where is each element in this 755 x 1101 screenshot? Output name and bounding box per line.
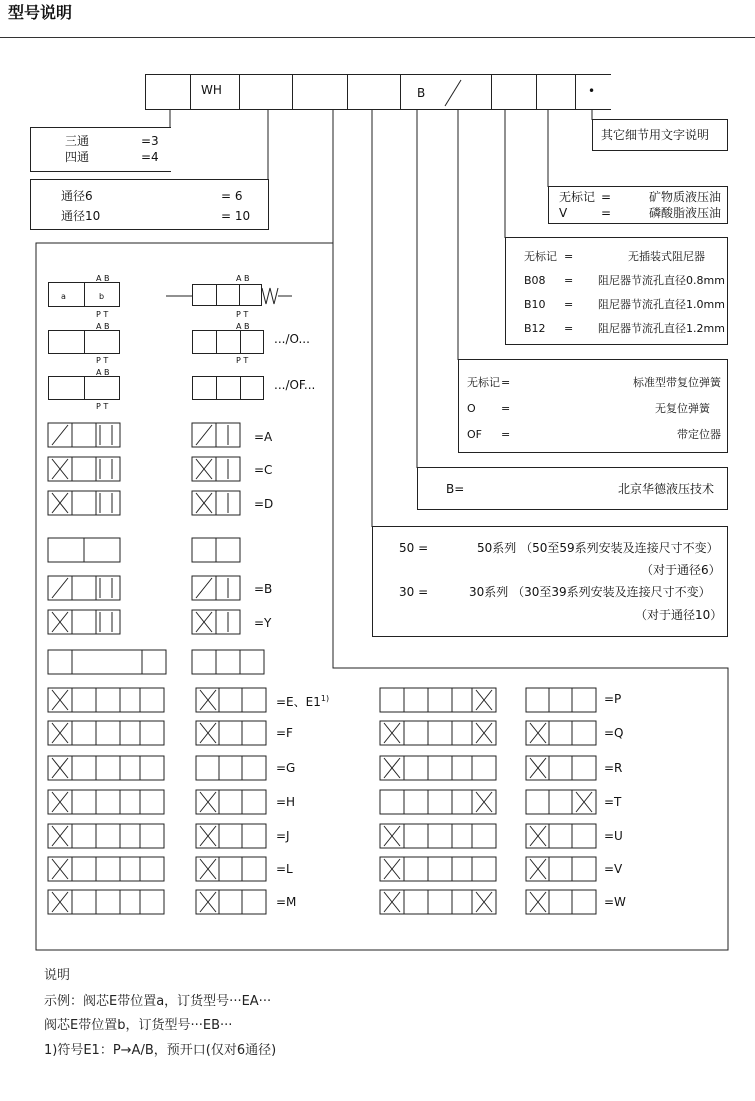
damper-key-2: B10 [524,298,546,311]
damper-val-0: 无插装式阻尼器 [628,250,705,263]
size-10-label: 通径10 [61,209,101,223]
code-t: =T [604,795,622,809]
code-a: =A [254,430,273,444]
code-m: =M [276,895,297,909]
code-b-spool: =B [254,582,273,596]
fluid-eq-1: = [601,206,612,220]
code-r: =R [604,761,623,775]
port-ab-2: A B [236,274,250,283]
code-p: =P [604,692,622,706]
damper-key-1: B08 [524,274,546,287]
series-val-0: 50系列 （50至59系列安装及连接尺寸不变） [477,541,719,555]
damper-eq-0: = [564,250,574,263]
notes-line2: 阀芯E带位置b，订货型号···EB··· [44,1018,233,1033]
damper-key-3: B12 [524,322,546,335]
notes-line1: 示例：阀芯E带位置a，订货型号···EA··· [44,994,272,1009]
code-h: =H [276,795,296,809]
code-c: =C [254,463,273,477]
brand-val: 北京华德液压技术 [618,482,715,496]
page-title: 型号说明 [8,3,73,22]
spring-key-1: O [467,402,476,415]
ways-4-code: =4 [141,150,159,164]
spring-eq-0: = [501,376,511,389]
damper-eq-1: = [564,274,574,287]
series-sub-1: （对于通径10） [635,608,723,622]
fluid-val-0: 矿物质液压油 [649,190,722,204]
port-ab-4: A B [236,322,250,331]
spring-eq-1: = [501,402,511,415]
brand-key: B= [446,482,465,496]
damper-val-2: 阻尼器节流孔直径1.0mm [598,298,725,311]
code-wh: WH [201,83,222,97]
series-val-1: 30系列 （30至39系列安装及连接尺寸不变） [469,585,711,599]
series-key-1: 30 = [399,585,429,599]
port-ab-1: A B [96,274,110,283]
sol-b-1: b [99,292,105,301]
port-ab-3: A B [96,322,110,331]
code-y: =Y [254,616,272,630]
code-j: =J [276,829,290,843]
spring-val-0: 标准型带复位弹簧 [633,376,721,389]
code-g: =G [276,761,296,775]
suffix-of: .../OF... [274,378,316,392]
notes-heading: 说明 [44,968,71,983]
fluid-key-1: V [559,206,568,220]
port-ab-5: A B [96,368,110,377]
spring-val-2: 带定位器 [677,428,721,441]
code-dot: • [588,84,596,98]
code-w: =W [604,895,626,909]
code-v: =V [604,862,623,876]
notes-line3: 1)符号E1：P→A/B，预开口(仅对6通径) [44,1043,277,1058]
code-e-e1 [276,692,329,709]
damper-val-1: 阻尼器节流孔直径0.8mm [598,274,725,287]
series-key-0: 50 = [399,541,429,555]
ways-4-label: 四通 [65,150,90,164]
fluid-val-1: 磷酸脂液压油 [649,206,722,220]
code-u: =U [604,829,623,843]
code-d: =D [254,497,274,511]
port-pt-5: P T [96,402,109,411]
code-f: =F [276,726,293,740]
detail-text: 其它细节用文字说明 [601,128,710,142]
port-pt-1: P T [96,310,109,319]
spring-key-0: 无标记 [467,376,500,389]
code-q: =Q [604,726,624,740]
sol-a-1: a [61,292,66,301]
port-pt-2: P T [236,310,249,319]
spring-eq-2: = [501,428,511,441]
spring-val-1: 无复位弹簧 [655,402,710,415]
code-b: B [417,86,426,100]
damper-eq-3: = [564,322,574,335]
port-pt-4: P T [236,356,249,365]
fluid-eq-0: = [601,190,612,204]
size-6-code: = 6 [221,189,243,203]
code-l: =L [276,862,293,876]
suffix-o: .../O... [274,332,310,346]
damper-key-0: 无标记 [524,250,557,263]
ways-3-code: =3 [141,134,159,148]
ways-3-label: 三通 [65,134,90,148]
fluid-key-0: 无标记 [559,190,596,204]
damper-val-3: 阻尼器节流孔直径1.2mm [598,322,725,335]
size-6-label: 通径6 [61,189,93,203]
size-10-code: = 10 [221,209,251,223]
footnote-mark: 1) [320,694,330,703]
spring-key-2: OF [467,428,482,441]
damper-eq-2: = [564,298,574,311]
code-e-e1-text: =E、E1 [276,695,321,709]
port-pt-3: P T [96,356,109,365]
series-sub-0: （对于通径6） [641,563,721,577]
